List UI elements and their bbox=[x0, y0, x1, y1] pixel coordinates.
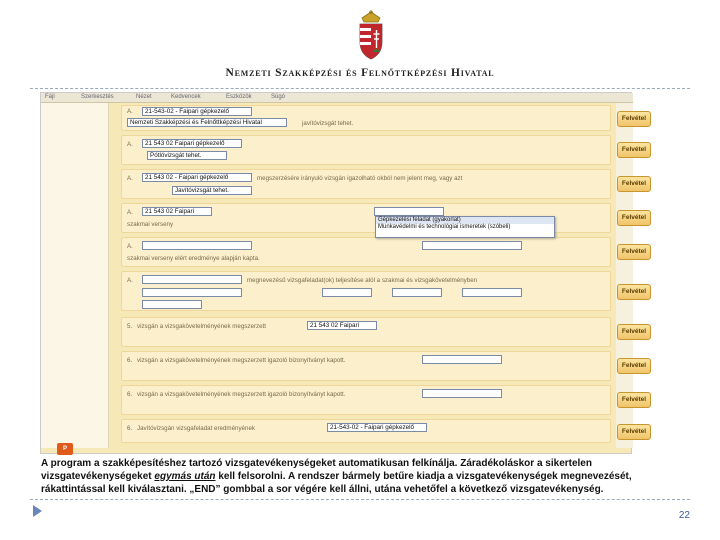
qualification-field[interactable]: 21 543 02 - Faipari gépkezelő bbox=[142, 173, 252, 182]
menu-file[interactable]: Fájl bbox=[45, 94, 55, 100]
add-button[interactable]: Felvétel bbox=[617, 324, 651, 340]
autocomplete-option[interactable]: Gépkezelési feladat (gyakorlat) bbox=[376, 217, 554, 224]
qualification-field[interactable]: 21 543 02 Faipari bbox=[307, 321, 377, 330]
add-button[interactable]: Felvétel bbox=[617, 210, 651, 226]
add-button[interactable]: Felvétel bbox=[617, 111, 651, 127]
embedded-screenshot bbox=[40, 92, 647, 454]
exam-row: A. megnevezésű vizsgafeladat(ok) teljesítése alól a szakmai és vizsgakövetelményben Felvétel bbox=[121, 271, 611, 311]
add-button[interactable]: Felvétel bbox=[617, 244, 651, 260]
exam-row: A. 21 543 02 Faipari szakmai verseny Felvétel bbox=[121, 203, 611, 233]
exam-row: A. szakmai verseny elért eredménye alapján kapta. Felvétel bbox=[121, 237, 611, 267]
exam-activity-input[interactable] bbox=[374, 207, 444, 216]
exam-activity-input[interactable] bbox=[422, 241, 522, 250]
qualification-field[interactable]: 21-543-02 - Faipari gépkezelő bbox=[327, 423, 427, 432]
qualification-field[interactable] bbox=[422, 355, 502, 364]
result-field[interactable]: Javítóvizsgát tehet. bbox=[172, 186, 252, 195]
qualification-field[interactable]: 21-543-02 - Faipari gépkezelő bbox=[142, 107, 252, 116]
exam-row: 6. vizsgán a vizsgakövetelményének megszerzett igazoló bizonyítványt kapott. Felvétel bbox=[121, 351, 611, 381]
result-field[interactable]: Pótlóvizsgát tehet. bbox=[147, 151, 227, 160]
add-button[interactable]: Felvétel bbox=[617, 358, 651, 374]
exam-row: 6. Javítóvizsgán vizsgafeladat eredményének 21-543-02 - Faipari gépkezelő Felvétel bbox=[121, 419, 611, 443]
qualification-field[interactable] bbox=[142, 241, 252, 250]
top-divider bbox=[30, 88, 690, 89]
exam-activity-input[interactable] bbox=[142, 288, 242, 297]
add-button[interactable]: Felvétel bbox=[617, 424, 651, 440]
autocomplete-option[interactable]: Munkavédelmi és technológiai ismeretek (szóbeli) bbox=[378, 224, 511, 230]
exam-row: A. 21 543 02 Faipari gépkezelő Pótlóvizsgát tehet. Felvétel bbox=[121, 135, 611, 165]
organization-title: Nemzeti Szakképzési és Felnőttképzési Hivatal bbox=[225, 67, 495, 79]
slide-marker-icon bbox=[33, 505, 42, 517]
add-button[interactable]: Felvétel bbox=[617, 142, 651, 158]
slide-caption: A program a szakképesítéshez tartozó vizsgatevékenységeket automatikusan felkínálja. Záradékoláskor a sikertelen vizsgatevékenységeket egymás után kell felsorolni. A rendszer bármely betűre kiadja a vizsgatevékenységek megnevezését, rákattintással kell kiválasztani. „END” gombbal a sor végére kell állni, utána vehetőfel a következő vizsgatevékenység. bbox=[41, 458, 632, 495]
page-number: 22 bbox=[678, 510, 690, 521]
add-button[interactable]: Felvétel bbox=[617, 176, 651, 192]
qualification-field[interactable] bbox=[142, 275, 242, 284]
menu-help[interactable]: Súgó bbox=[271, 94, 286, 100]
browser-toolbar bbox=[41, 93, 633, 103]
date-input[interactable] bbox=[462, 288, 522, 297]
coat-of-arms-icon bbox=[356, 10, 386, 60]
description-field[interactable]: Nemzeti Szakképzési és Felnőttképzési Hivatal bbox=[127, 118, 287, 127]
exam-row: 5. vizsgán a vizsgakövetelményének megszerzett 21 543 02 Faipari Felvétel bbox=[121, 317, 611, 347]
max-score-input[interactable] bbox=[392, 288, 442, 297]
menu-tools[interactable]: Eszközök bbox=[226, 94, 252, 100]
left-pane bbox=[41, 103, 109, 448]
menu-edit[interactable]: Szerkesztés bbox=[81, 94, 114, 100]
qualification-field[interactable]: 21 543 02 Faipari bbox=[142, 207, 212, 216]
menu-favorites[interactable]: Kedvencek bbox=[171, 94, 201, 100]
bottom-divider bbox=[30, 499, 690, 500]
score-input[interactable] bbox=[322, 288, 372, 297]
percent-input[interactable] bbox=[142, 300, 202, 309]
exam-row: 6. vizsgán a vizsgakövetelményének megszerzett igazoló bizonyítványt kapott. Felvétel bbox=[121, 385, 611, 415]
caption-emphasis: egymás után bbox=[154, 471, 216, 482]
menu-view[interactable]: Nézet bbox=[136, 94, 152, 100]
exam-row: A. 21-543-02 - Faipari gépkezelő Nemzeti Szakképzési és Felnőttképzési Hivatal javítóvizsgát tehet. Felvétel bbox=[121, 105, 611, 131]
exam-activity-autocomplete[interactable] bbox=[375, 216, 555, 238]
qualification-field[interactable]: 21 543 02 Faipari gépkezelő bbox=[142, 139, 242, 148]
add-button[interactable]: Felvétel bbox=[617, 392, 651, 408]
qualification-field[interactable] bbox=[422, 389, 502, 398]
powerpoint-taskbar-icon[interactable]: P bbox=[57, 443, 73, 455]
add-button[interactable]: Felvétel bbox=[617, 284, 651, 300]
exam-row: A. 21 543 02 - Faipari gépkezelő megszerzésére irányuló vizsgán igazolható okból nem jelent meg, vagy azt Javítóvizsgát tehet. Felvétel bbox=[121, 169, 611, 199]
